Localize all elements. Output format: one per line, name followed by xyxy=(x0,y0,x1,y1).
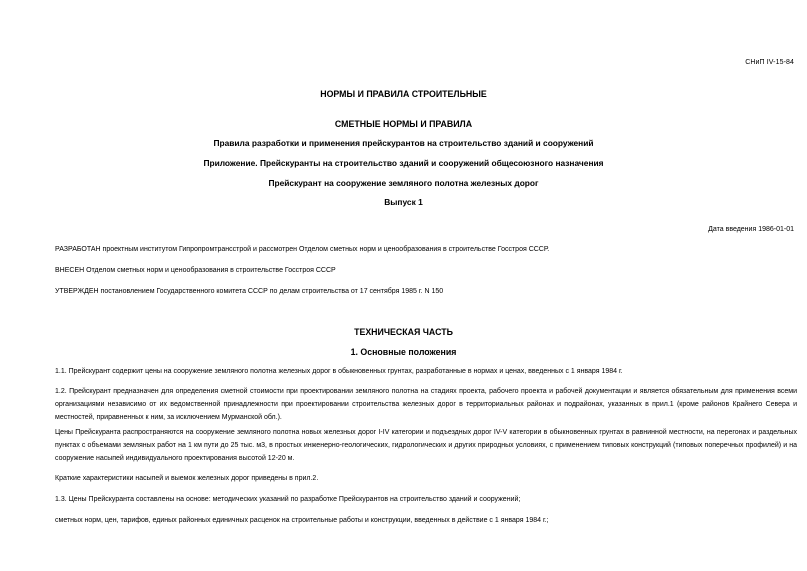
section-subtitle: 1. Основные положения xyxy=(350,347,457,357)
note-developed: РАЗРАБОТАН проектным институтом Гипропромтрансстрой и рассмотрен Отделом сметных норм и ценообразования в строительстве Госстроя СССР. xyxy=(55,246,550,253)
note-introduced: ВНЕСЕН Отделом сметных норм и ценообразования в строительстве Госстроя СССР xyxy=(55,267,336,274)
title-issue: Выпуск 1 xyxy=(384,197,423,207)
section-title: ТЕХНИЧЕСКАЯ ЧАСТЬ xyxy=(354,327,453,337)
paragraph-norms: сметных норм, цен, тарифов, единых районных единичных расценок на строительные работы и конструкции, введенных в действие с 1 января 1984 г.; xyxy=(55,517,549,524)
title-appendix: Приложение. Прейскуранты на строительство зданий и сооружений общесоюзного назначения xyxy=(203,158,604,168)
introduction-date: Дата введения 1986-01-01 xyxy=(708,226,794,233)
title-norms: НОРМЫ И ПРАВИЛА СТРОИТЕЛЬНЫЕ xyxy=(320,89,487,99)
document-code: СНиП IV-15-84 xyxy=(745,59,794,66)
title-rules: Правила разработки и применения прейскурантов на строительство зданий и сооружений xyxy=(213,138,594,148)
title-estimate-norms: СМЕТНЫЕ НОРМЫ И ПРАВИЛА xyxy=(334,119,473,129)
note-approved: УТВЕРЖДЕН постановлением Государственного комитета СССР по делам строительства от 17 сентября 1985 г. N 150 xyxy=(55,288,444,295)
paragraph-1-3: 1.3. Цены Прейскуранта составлены на основе: методических указаний по разработке Прейскурантов на строительство зданий и сооружений; xyxy=(55,496,521,503)
paragraph-1-2: 1.2. Прейскурант предназначен для определения сметной стоимости при проектировании земляного полотна на стадиях проекта, рабочего проекта и рабочей документации и является обязательным для применения всеми организациями независимо от их ведомственной принадлежности при проектировании строительства железных дорог в территориальных районах и подрайонах, указанных в прил.1 (кроме районов Крайнего Севера и местностей, приравненных к ним, за исключением Мурманской обл.). xyxy=(55,388,797,421)
paragraph-1-1: 1.1. Прейскурант содержит цены на сооружение земляного полотна железных дорог в обыкновенных грунтах, разработанные в нормах и ценах, введенных с 1 января 1984 г. xyxy=(55,368,623,375)
paragraph-characteristics: Краткие характеристики насыпей и выемок железных дорог приведены в прил.2. xyxy=(55,475,319,482)
title-price-list: Прейскурант на сооружение земляного полотна железных дорог xyxy=(268,178,539,188)
paragraph-prices: Цены Прейскуранта распространяются на сооружение земляного полотна новых железных дорог I-IV категории и подъездных дорог IV-V категории в обыкновенных грунтах в равнинной местности, на перегонах и раздельных пунктах с объемами земляных работ на 1 км пути до 25 тыс. м3, в простых инженерно-геологических, гидрологических и других природных условиях, с применением типовых конструкций (типовых поперечных профилей) и на сооружение насыпей индивидуального проектирования высотой 12-20 м. xyxy=(55,429,797,462)
